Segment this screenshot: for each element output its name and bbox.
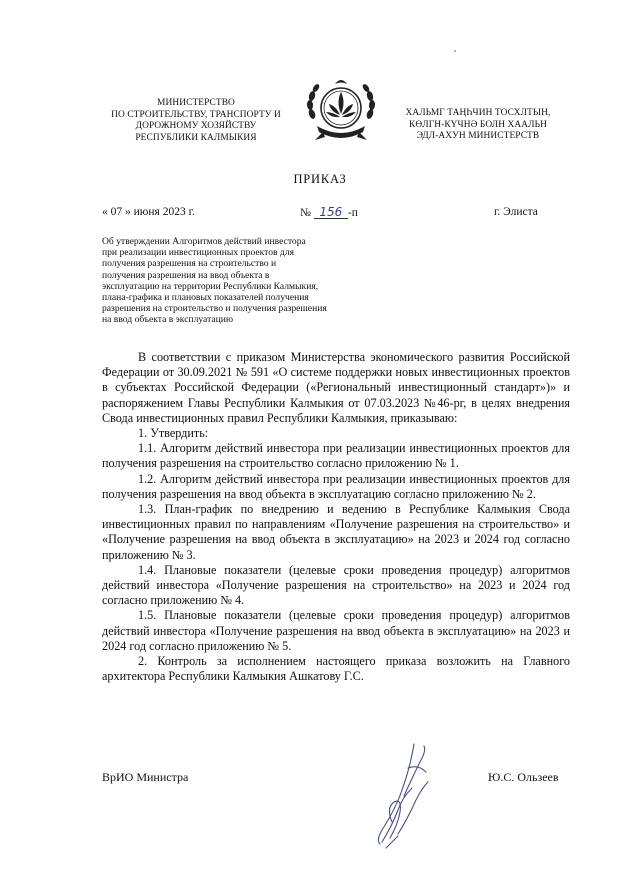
ministry-line: ХАЛЬМГ ТАҢҺЧИН ТОСХЛТЫН, bbox=[405, 108, 551, 118]
signatory-name: Ю.С. Ользеев bbox=[488, 770, 559, 784]
subject-line: плана-графика и плановых показателей получения bbox=[102, 292, 309, 304]
ministry-line: МИНИСТЕРСТВО bbox=[157, 98, 235, 108]
ministry-name-russian bbox=[92, 98, 300, 144]
number-suffix: -п bbox=[347, 207, 358, 219]
order-number bbox=[300, 206, 358, 219]
handwritten-signature bbox=[352, 738, 452, 858]
scan-speck bbox=[454, 50, 456, 52]
clause-1-2: 1.2. Алгоритм действий инвестора при реализации инвестиционных проектов для получения разрешения на ввод объекта в эксплуатацию согласно приложению № 2. bbox=[102, 471, 570, 501]
subject-line: при реализации инвестиционных проектов для bbox=[102, 247, 295, 259]
ministry-line: ЭДЛ-АХУН МИНИСТЕРСТВ bbox=[416, 131, 540, 141]
subject-line: эксплуатацию на территории Республики Калмыкия, bbox=[102, 280, 319, 292]
ministry-line: ПО СТРОИТЕЛЬСТВУ, ТРАНСПОРТУ И bbox=[111, 109, 281, 120]
order-date: « 07 » июня 2023 г. bbox=[102, 206, 195, 218]
order-body bbox=[102, 350, 570, 684]
ministry-name-kalmyk bbox=[380, 108, 576, 143]
clause-1-4: 1.4. Плановые показатели (целевые сроки проведения процедур) алгоритмов действий инвестора «Получение разрешения на строительство» на 2023 и 2024 год согласно приложению № 4. bbox=[102, 562, 570, 608]
handwritten-number: 156 bbox=[314, 206, 348, 219]
ministry-line: КӨЛГН-КҮЧНӘ БОЛН ХААЛЬН bbox=[409, 119, 547, 130]
subject-line: получения разрешения на ввод объекта в bbox=[102, 269, 270, 281]
order-subject bbox=[102, 236, 372, 326]
number-sign: № bbox=[300, 207, 311, 219]
ministry-line: РЕСПУБЛИКИ КАЛМЫКИЯ bbox=[135, 132, 257, 143]
subject-line: разрешения на строительство и получения разрешения bbox=[102, 303, 327, 315]
document-title: ПРИКАЗ bbox=[293, 172, 347, 186]
clause-1: 1. Утвердить: bbox=[138, 426, 209, 441]
subject-line: на ввод объекта в эксплуатацию bbox=[102, 314, 234, 326]
subject-line: получения разрешения на строительство и bbox=[102, 258, 277, 270]
order-city: г. Элиста bbox=[494, 206, 538, 218]
ministry-line: ДОРОЖНОМУ ХОЗЯЙСТВУ bbox=[135, 121, 257, 131]
signatory-role: ВрИО Министра bbox=[102, 770, 189, 784]
preamble-paragraph: В соответствии с приказом Министерства экономического развития Российской Федерации от 30.09.2021 № 591 «О системе поддержки новых инвестиционных проектов в субъектах Российской Федерации («Региональный инвестиционный стандарт»)» и распоряжением Главы Республики Калмыкия от 07.03.2023 №46-рг, в целях внедрения Свода инвестиционных правил Республики Калмыкия, приказываю: bbox=[102, 350, 570, 425]
kalmykia-coat-of-arms-icon bbox=[303, 74, 379, 146]
clause-1-5: 1.5. Плановые показатели (целевые сроки проведения процедур) алгоритмов действий инвестора «Получение разрешения на ввод объекта в эксплуатацию» на 2023 и 2024 год согласно приложению № 5. bbox=[102, 608, 570, 653]
subject-line: Об утверждении Алгоритмов действий инвестора bbox=[102, 236, 306, 247]
clause-1-1: 1.1. Алгоритм действий инвестора при реализации инвестиционных проектов для получения разрешения на строительство согласно приложению № 1. bbox=[102, 441, 570, 471]
clause-1-3: 1.3. План-график по внедрению и ведению в Республике Калмыкия Свода инвестиционных правил по направлениям «Получение разрешения на строительство» и «Получение разрешения на ввод объекта в эксплуатацию» на 2023 и 2024 год согласно приложению № 3. bbox=[102, 502, 570, 562]
clause-2: 2. Контроль за исполнением настоящего приказа возложить на Главного архитектора Республики Калмыкия Ашкатову Г.С. bbox=[102, 654, 570, 684]
